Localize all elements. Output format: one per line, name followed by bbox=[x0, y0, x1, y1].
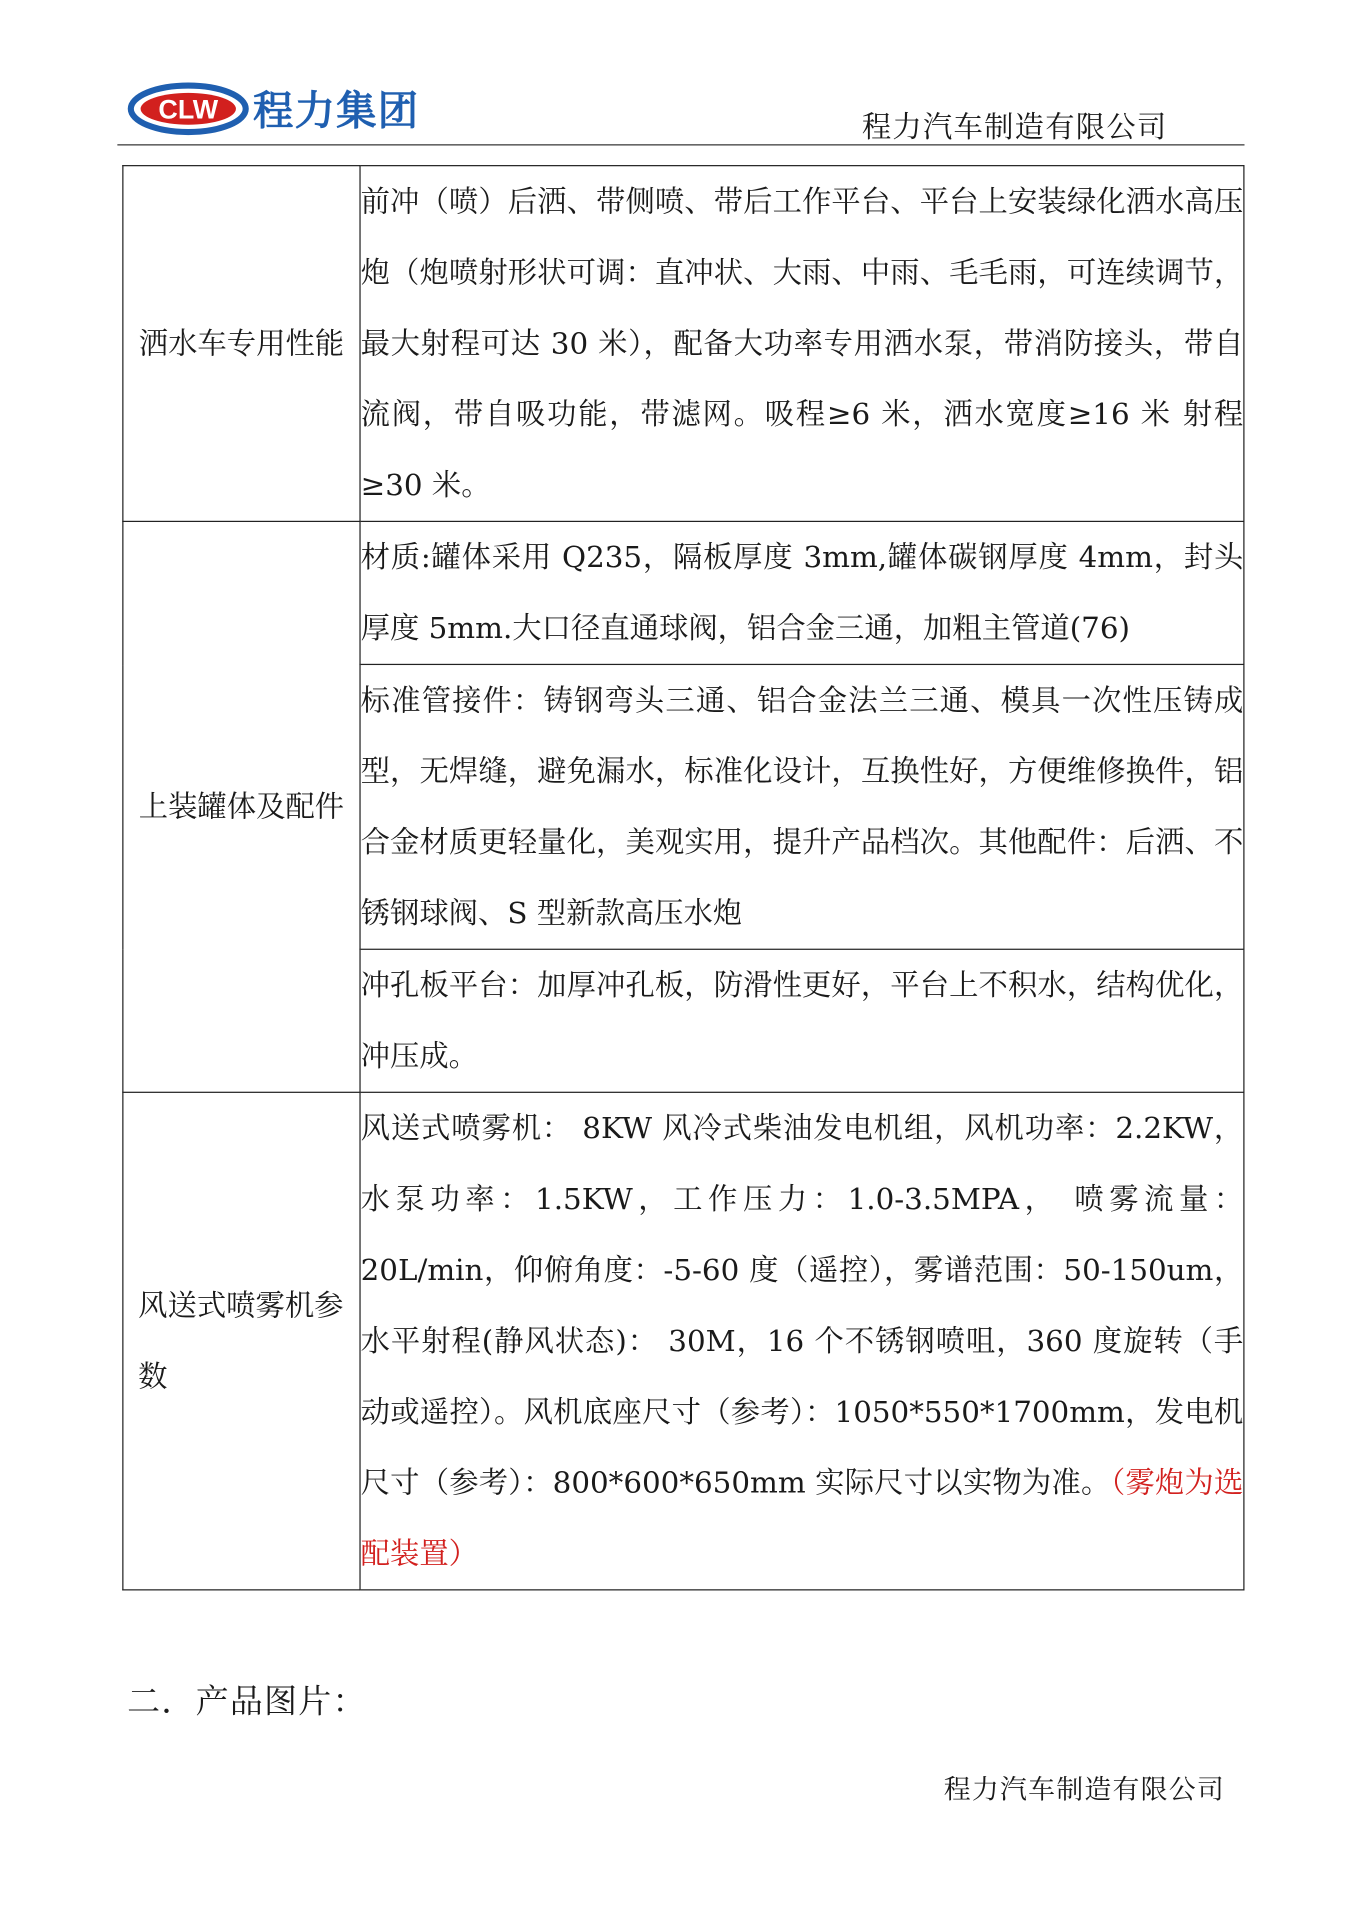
table-row bbox=[123, 521, 1244, 664]
section-heading-product-images: 二．产品图片： bbox=[127, 1683, 367, 1722]
logo-brand-text: 程力集团 bbox=[253, 87, 420, 135]
optional-device-note: （雾炮为选配装置） bbox=[360, 1465, 1244, 1571]
spec-table bbox=[122, 165, 1244, 1590]
row-content-pipe-fittings: 标准管接件：铸钢弯头三通、铝合金法兰三通、模具一次性压铸成型，无焊缝，避免漏水，标准化设计，互换性好，方便维修换件，铝合金材质更轻量化，美观实用，提升产品档次。其他配件：后洒、不锈钢球阀、S 型新款高压水炮 bbox=[360, 664, 1244, 949]
row-content-sprinkler-performance: 前冲（喷）后洒、带侧喷、带后工作平台、平台上安装绿化洒水高压炮（炮喷射形状可调：直冲状、大雨、中雨、毛毛雨，可连续调节，最大射程可达 30 米），配备大功率专用洒水泵，带消防接头，带自流阀，带自吸功能，带滤网。吸程≥6 米，洒水宽度≥16 米 射程≥30 米。 bbox=[360, 166, 1244, 522]
row-content-platform: 冲孔板平台：加厚冲孔板，防滑性更好，平台上不积水，结构优化，冲压成。 bbox=[360, 949, 1244, 1092]
footer-company-name: 程力汽车制造有限公司 bbox=[943, 1775, 1225, 1806]
table-row bbox=[123, 1092, 1244, 1590]
header-divider bbox=[117, 144, 1244, 145]
table-row bbox=[123, 166, 1244, 522]
row-content-tank-material: 材质:罐体采用 Q235，隔板厚度 3mm,罐体碳钢厚度 4mm，封头厚度 5mm.大口径直通球阀，铝合金三通，加粗主管道(76) bbox=[360, 521, 1244, 664]
clw-logo bbox=[127, 81, 457, 137]
sprayer-params-text: 风送式喷雾机： 8KW 风冷式柴油发电机组，风机功率：2.2KW，水泵功率：1.5KW，工作压力：1.0-3.5MPA， 喷雾流量：20L/min，仰俯角度：-5-60 度（遥控），雾谱范围：50-150um，水平射程(静风状态)： 30M，16 个不锈钢喷咀，360 度旋转（手动或遥控）。风机底座尺寸（参考）：1050*550*1700mm，发电机尺寸（参考）：800*600*650mm 实际尺寸以实物为准。 bbox=[360, 1111, 1244, 1501]
logo-badge-text: CLW bbox=[158, 94, 219, 125]
row-label-sprinkler-performance: 洒水车专用性能 bbox=[123, 166, 360, 522]
header-company-name: 程力汽车制造有限公司 bbox=[861, 110, 1168, 145]
row-content-sprayer-params bbox=[360, 1092, 1244, 1590]
row-label-sprayer-params: 风送式喷雾机参数 bbox=[123, 1092, 360, 1590]
row-label-tank-and-fittings: 上装罐体及配件 bbox=[123, 521, 360, 1092]
